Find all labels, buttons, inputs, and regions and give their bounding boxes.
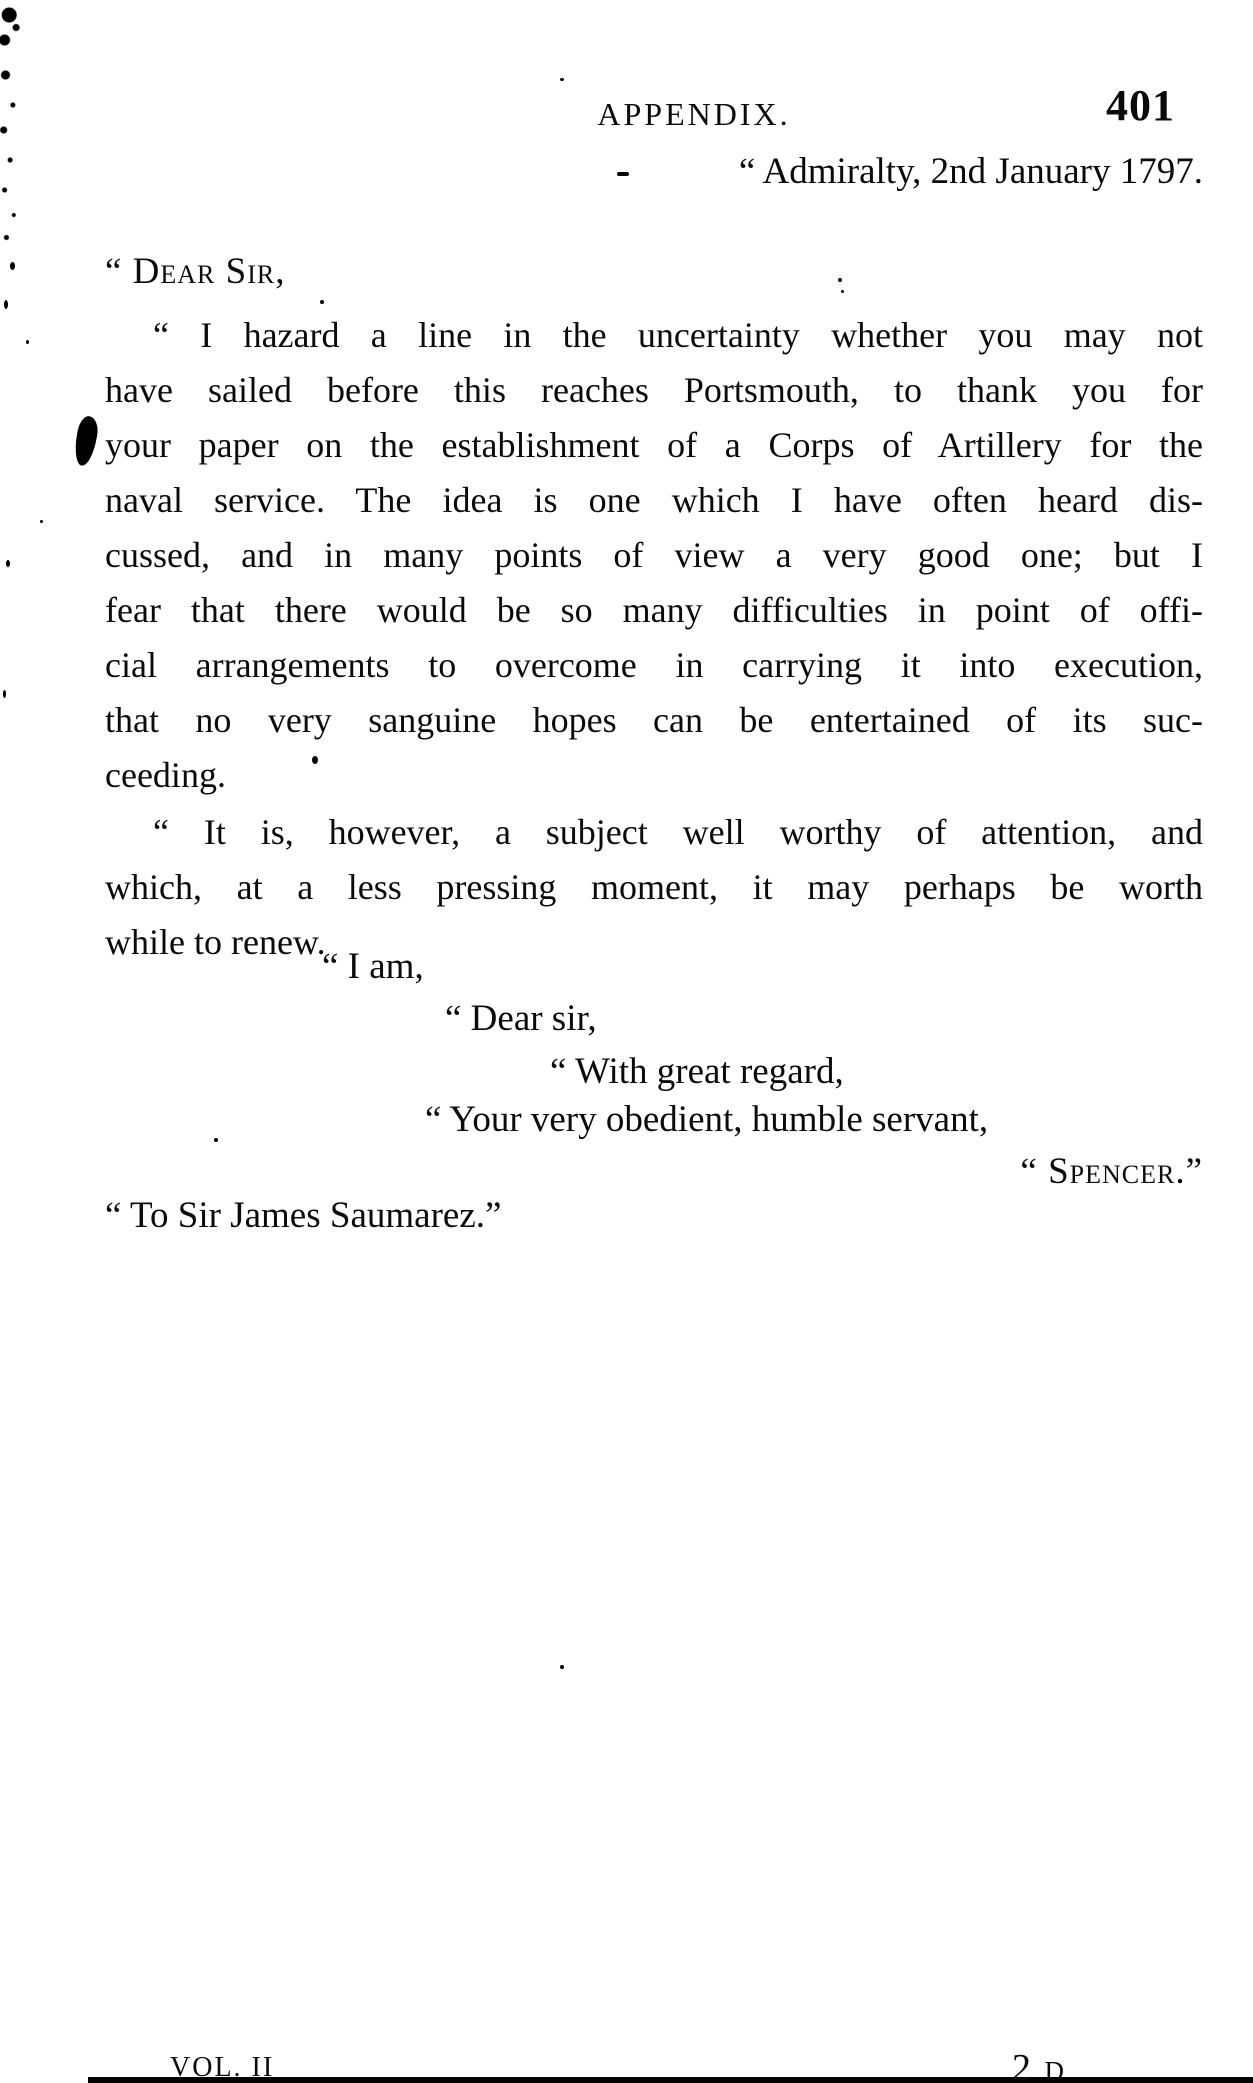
- page-number: 401: [1106, 81, 1175, 130]
- ink-speck: [4, 300, 8, 309]
- closing-line-regard: “ With great regard,: [550, 1051, 844, 1092]
- body-line: naval service. The idea is one which I have often heard dis-: [105, 480, 1203, 520]
- margin-ink-blob: [72, 415, 100, 468]
- body-line: “ I hazard a line in the uncertainty whether you may not: [153, 315, 1203, 355]
- letter-addressee: “ To Sir James Saumarez.”: [105, 1195, 502, 1236]
- footer-volume-label: VOL. II: [170, 2052, 275, 2083]
- body-line: that no very sanguine hopes can be entertained of its suc-: [105, 700, 1203, 740]
- body-line: have sailed before this reaches Portsmouth, to thank you for: [105, 370, 1203, 410]
- footer-signature-mark: [1012, 2046, 1066, 2083]
- closing-line-dear-sir: “ Dear sir,: [445, 998, 597, 1039]
- ink-speck: [320, 300, 324, 304]
- ink-speck: [6, 560, 10, 567]
- body-line: cial arrangements to overcome in carrying it into execution,: [105, 645, 1203, 685]
- body-line: cussed, and in many points of view a very good one; but I: [105, 535, 1203, 575]
- ink-speck: [214, 1138, 218, 1142]
- body-line: which, at a less pressing moment, it may perhaps be worth: [105, 867, 1203, 907]
- body-line: ceeding.: [105, 755, 226, 795]
- body-line: fear that there would be so many difficulties in point of offi-: [105, 590, 1203, 630]
- closing-line-servant: “ Your very obedient, humble servant,: [425, 1099, 989, 1140]
- ink-speck: [3, 690, 6, 698]
- body-line: “ It is, however, a subject well worthy of attention, and: [153, 812, 1203, 852]
- running-head: APPENDIX.: [597, 96, 791, 132]
- signature-mark-number: 2: [1012, 2047, 1033, 2083]
- letter-dateline: “ Admiralty, 2nd January 1797.: [738, 151, 1203, 192]
- letter-salutation: “ Dear Sir,: [105, 251, 286, 292]
- letter-paragraph-1: [105, 308, 1203, 803]
- ink-speck: [40, 520, 43, 523]
- ink-speck: [560, 78, 564, 81]
- body-line: while to renew.: [105, 922, 326, 962]
- body-line: your paper on the establishment of a Corps of Artillery for the: [105, 425, 1203, 465]
- ink-speck: [10, 262, 15, 270]
- letter-paragraph-2: [105, 805, 1203, 970]
- ink-speck: [26, 340, 29, 344]
- signature-mark-letter: D: [1044, 2056, 1066, 2083]
- scan-noise-corner: [0, 0, 46, 250]
- ink-speck: [560, 1665, 564, 1669]
- letter-signature: “ Spencer.”: [1020, 1151, 1203, 1192]
- closing-line-i-am: “ I am,: [322, 946, 424, 987]
